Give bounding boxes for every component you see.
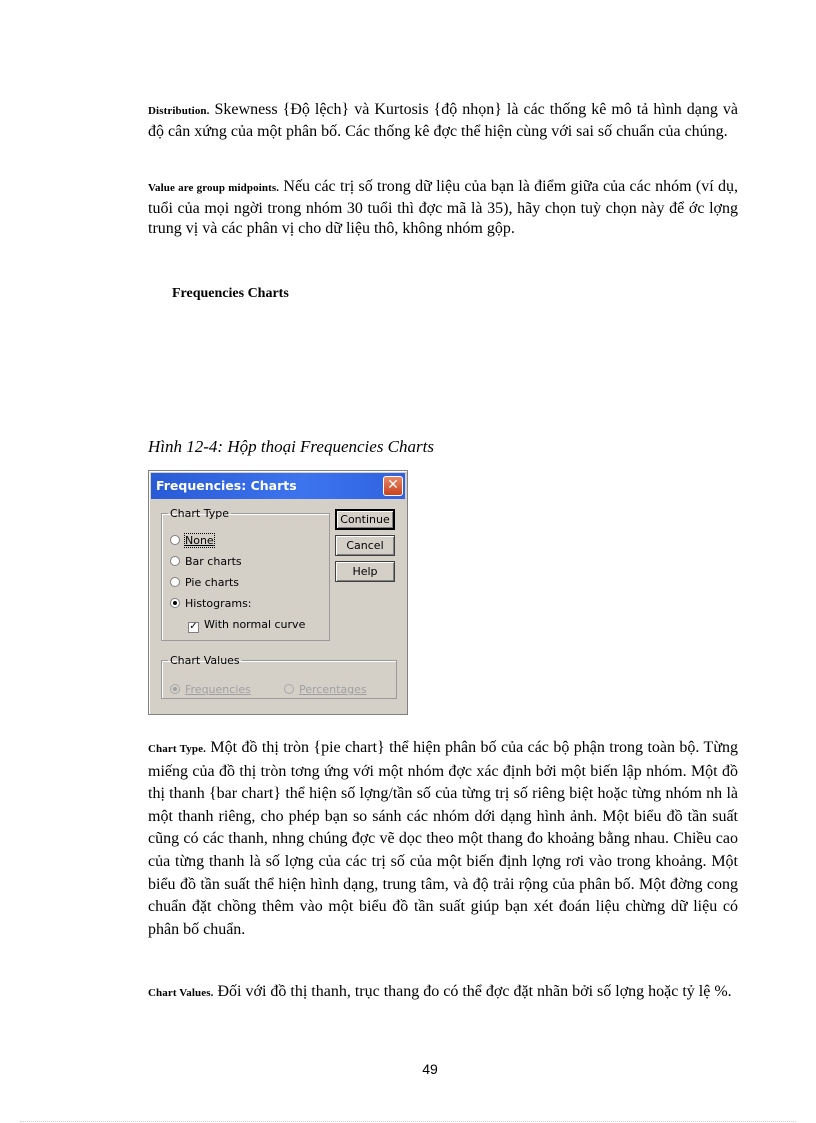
dialog-titlebar[interactable]	[151, 473, 405, 499]
radio-histograms[interactable]	[170, 596, 252, 611]
close-icon[interactable]: ✕	[383, 476, 403, 496]
chart-values-lead: Chart Values.	[148, 987, 214, 999]
distribution-text: Skewness {Độ lệch} và Kurtosis {độ nhọn} là các thống kê mô tả hình dạng và độ cân xứng của một phân bố. Các thống kê đợc thể hiện cùng với sai số chuẩn của chúng.	[148, 101, 738, 140]
cancel-button[interactable]: Cancel	[335, 535, 395, 556]
chart-values-text: Đối với đồ thị thanh, trục thang đo có thể đợc đặt nhãn bởi số lợng hoặc tỷ lệ %.	[213, 983, 732, 1000]
midpoints-lead: Value are group midpoints.	[148, 182, 280, 194]
checkbox-normal-curve-label[interactable]: With normal curve	[204, 618, 306, 631]
bottom-divider	[20, 1121, 796, 1122]
radio-none-indicator[interactable]	[170, 535, 180, 545]
radio-percentages-label[interactable]: Percentages	[299, 683, 367, 696]
chart-type-paragraph	[148, 737, 738, 941]
radio-histograms-label[interactable]: Histograms:	[185, 597, 252, 610]
radio-frequencies[interactable]	[170, 682, 251, 697]
checkbox-normal-curve[interactable]	[188, 617, 305, 632]
chart-type-lead: Chart Type.	[148, 743, 206, 755]
dialog-title: Frequencies: Charts	[156, 478, 297, 493]
distribution-lead: Distribution.	[148, 105, 210, 117]
help-button[interactable]: Help	[335, 561, 395, 582]
continue-button[interactable]: Continue	[335, 509, 395, 530]
distribution-paragraph	[148, 100, 738, 142]
radio-frequencies-indicator[interactable]	[170, 684, 180, 694]
radio-none-label[interactable]: None	[185, 534, 214, 547]
midpoints-text: Nếu các trị số trong dữ liệu của bạn là điểm giữa của các nhóm (ví dụ, tuổi của mọi ngời trong nhóm 30 tuổi thì đợc mã là 35), hãy chọn tuỳ chọn này để ớc lợng trung vị và các phân vị cho dữ liệu thô, không nhóm gộp.	[148, 178, 738, 237]
chart-values-legend: Chart Values	[170, 654, 240, 667]
midpoints-paragraph	[148, 177, 738, 240]
radio-frequencies-label[interactable]: Frequencies	[185, 683, 251, 696]
radio-bar-charts[interactable]	[170, 554, 242, 569]
chart-type-text: Một đồ thị tròn {pie chart} thể hiện phân bố của các bộ phận trong toàn bộ. Từng miếng của đồ thị tròn tơng ứng với một nhóm đợc xác định bởi một biến lập nhóm. Một đồ thị thanh {bar chart} thể hiện số lợng/tần số của từng trị số riêng biệt hoặc từng nhóm nh là một thanh riêng, cho phép bạn so sánh các nhóm dới dạng hình ảnh. Một biểu đồ tần suất cũng có các thanh, nhng chúng đợc vẽ dọc theo một thang đo khoảng bằng nhau. Chiều cao của từng thanh là số lợng của các trị số của một biến định lợng rơi vào trong khoảng. Một biểu đồ tần suất thể hiện hình dạng, trung tâm, và độ trải rộng của phân bố. Một đờng cong chuẩn đặt chồng thêm vào một biểu đồ tần suất giúp bạn xét đoán liệu chừng dữ liệu có phân bố chuẩn.	[148, 739, 739, 938]
radio-bar-indicator[interactable]	[170, 556, 180, 566]
radio-percentages-indicator[interactable]	[284, 684, 294, 694]
section-heading: Frequencies Charts	[172, 286, 289, 301]
checkbox-normal-curve-box[interactable]: ✓	[189, 621, 198, 632]
chart-values-paragraph	[148, 981, 738, 1004]
radio-bar-label[interactable]: Bar charts	[185, 555, 242, 568]
radio-percentages[interactable]	[284, 682, 367, 697]
radio-pie-indicator[interactable]	[170, 577, 180, 587]
chart-type-group	[161, 507, 330, 641]
page-number: 49	[422, 1061, 438, 1077]
chart-values-group	[161, 654, 397, 699]
figure-caption: Hình 12-4: Hộp thoại Frequencies Charts	[148, 437, 434, 456]
radio-pie-charts[interactable]	[170, 575, 239, 590]
frequencies-charts-dialog	[148, 470, 408, 715]
chart-type-legend: Chart Type	[170, 507, 229, 520]
radio-histograms-indicator[interactable]	[170, 598, 180, 608]
radio-pie-label[interactable]: Pie charts	[185, 576, 240, 589]
radio-none[interactable]	[170, 533, 214, 548]
